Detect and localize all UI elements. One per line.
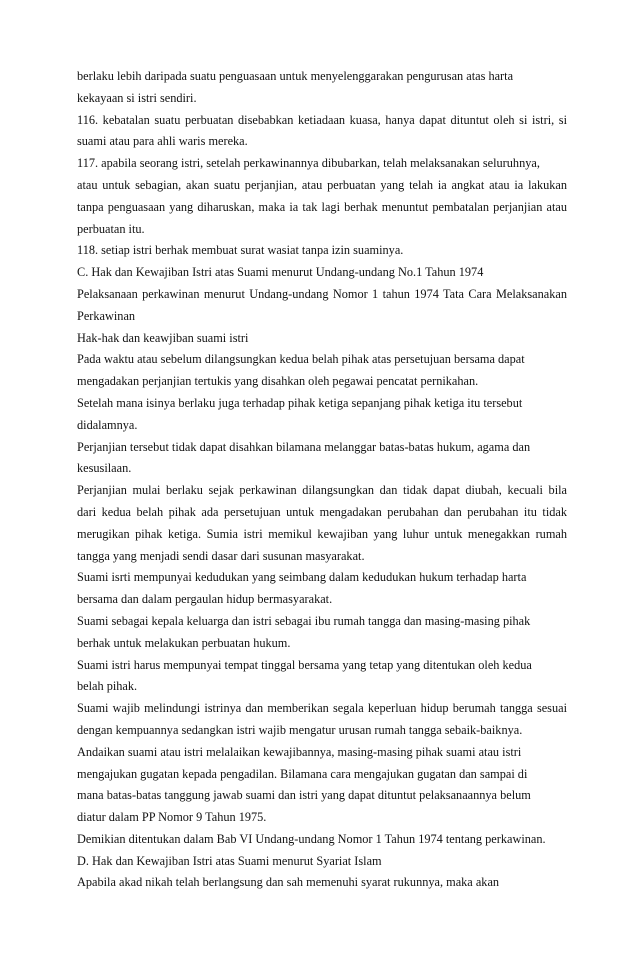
text-line: dengan kempuannya sedangkan istri wajib mengatur urusan rumah tangga sebaik-baiknya. [77,722,523,737]
text-line: bersama dan dalam pergaulan hidup bermasyarakat. [77,592,333,607]
text-line: Apabila akad nikah telah berlangsung dan sah memenuhi syarat rukunnya, maka akan [77,875,500,890]
text-line: mana batas-batas tanggung jawab suami dan istri yang dapat dituntut pelaksanaannya belum [77,788,531,803]
section-heading: C. Hak dan Kewajiban Istri atas Suami menurut Undang-undang No.1 Tahun 1974 [77,265,484,280]
text-line: merugikan pihak ketiga. Sumia istri memikul kewajiban yang luhur untuk menegakkan rumah [77,526,567,541]
text-line: diatur dalam PP Nomor 9 Tahun 1975. [77,810,267,825]
text-line: tangga yang menjadi sendi dasar dari susunan masyarakat. [77,548,365,563]
text-line: Suami isrti mempunyai kedudukan yang seimbang dalam kedudukan hukum terhadap harta [77,570,527,585]
text-line: Suami istri harus mempunyai tempat tinggal bersama yang tetap yang ditentukan oleh kedua [77,657,532,672]
text-line: berhak untuk melakukan perbuatan hukum. [77,635,291,650]
text-line: perbuatan itu. [77,221,145,236]
text-line: mengadakan perjanjian tertukis yang disahkan oleh pegawai pencatat pernikahan. [77,374,479,389]
text-line: mengajukan gugatan kepada pengadilan. Bilamana cara mengajukan gugatan dan sampai di [77,766,528,781]
text-line: suami atau para ahli waris mereka. [77,134,248,149]
text-line: Pelaksanaan perkawinan menurut Undang-undang Nomor 1 tahun 1974 Tata Cara Melaksanakan [77,286,567,301]
text-line: didalamnya. [77,417,138,432]
text-line: 118. setiap istri berhak membuat surat wasiat tanpa izin suaminya. [77,243,404,258]
text-line: Perjanjian tersebut tidak dapat disahkan bilamana melanggar batas-batas hukum, agama dan [77,439,531,454]
text-line: berlaku lebih daripada suatu penguasaan untuk menyelenggarakan pengurusan atas harta [77,69,514,83]
section-heading: D. Hak dan Kewajiban Istri atas Suami menurut Syariat Islam [77,853,382,868]
text-line: 117. apabila seorang istri, setelah perkawinannya dibubarkan, telah melaksanakan seluruhnya, [77,156,540,171]
text-line: Pada waktu atau sebelum dilangsungkan kedua belah pihak atas persetujuan bersama dapat [77,352,525,367]
text-line: Andaikan suami atau istri melalaikan kewajibannya, masing-masing pihak suami atau istri [77,744,522,759]
text-line: tanpa penguasaan yang diharuskan, maka ia tak lagi berhak menuntut pembatalan perjanjian atau [77,199,567,214]
text-line: Setelah mana isinya berlaku juga terhadap pihak ketiga sepanjang pihak ketiga itu tersebut [77,395,523,410]
text-line: kekayaan si istri sendiri. [77,90,197,105]
text-line: Suami wajib melindungi istrinya dan memberikan segala keperluan hidup berumah tangga sesuai [77,701,567,716]
text-line: kesusilaan. [77,461,132,476]
text-line: dari kedua belah pihak ada persetujuan untuk mengadakan perubahan dan perubahan itu tidak [77,504,567,519]
text-line: Demikian ditentukan dalam Bab VI Undang-undang Nomor 1 Tahun 1974 tentang perkawinan. [77,831,546,846]
text-line: Perkawinan [77,308,136,323]
text-line: 116. kebatalan suatu perbuatan disebabkan ketiadaan kuasa, hanya dapat dituntut oleh si istri, si [77,112,567,127]
text-line: Perjanjian mulai berlaku sejak perkawinan dilangsungkan dan tidak dapat diubah, kecuali bila [77,483,567,498]
text-line: Suami sebagai kepala keluarga dan istri sebagai ibu rumah tangga dan masing-masing pihak [77,613,531,628]
text-line: belah pihak. [77,679,138,694]
document-body [77,66,567,894]
text-line: Hak-hak dan keawjiban suami istri [77,330,249,345]
text-line: atau untuk sebagian, akan suatu perjanjian, atau perbuatan yang telah ia angkat atau ia lakukan [77,177,567,192]
